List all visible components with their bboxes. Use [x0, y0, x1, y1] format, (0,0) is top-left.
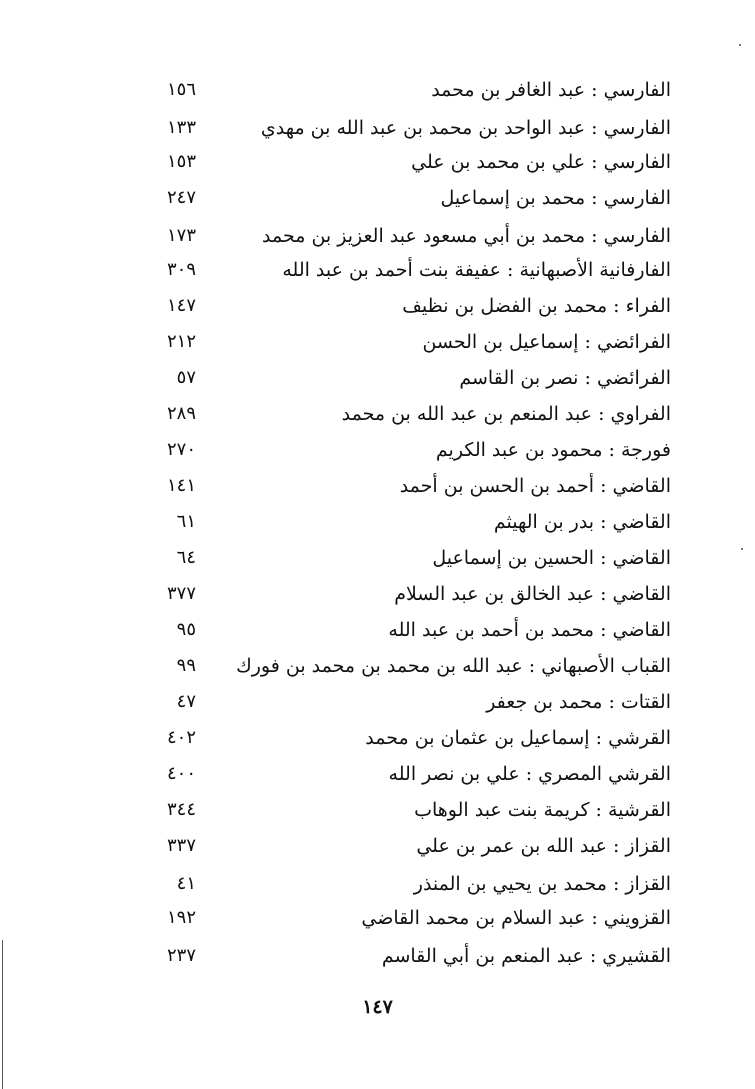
entry-name: القزويني : عبد السلام بن محمد القاضي [361, 907, 671, 929]
index-entry [0, 110, 755, 146]
entry-page-number: ٢٣٧ [166, 945, 196, 966]
index-entry [0, 252, 755, 288]
index-entry [0, 144, 755, 180]
entry-page-number: ١٥٦ [166, 79, 196, 100]
entry-name: القرشي المصري : علي بن نصر الله [388, 763, 671, 785]
index-entry [0, 612, 755, 648]
entry-name: فورجة : محمود بن عبد الكريم [435, 439, 671, 461]
entry-page-number: ٣٠٩ [166, 259, 196, 280]
entry-name: القاضي : محمد بن أحمد بن عبد الله [388, 619, 671, 641]
scan-speck [741, 548, 743, 550]
entry-name: الفراء : محمد بن الفضل بن نظيف [402, 295, 671, 317]
entry-page-number: ٤٠٠ [166, 763, 196, 784]
index-entry [0, 828, 755, 864]
entry-page-number: ٦١ [176, 511, 196, 532]
entry-name: القتات : محمد بن جعفر [486, 691, 671, 713]
index-entry [0, 866, 755, 902]
index-entry [0, 540, 755, 576]
entry-name: الفارسي : محمد بن أبي مسعود عبد العزيز بن محمد [262, 225, 671, 247]
index-entry [0, 792, 755, 828]
entry-name: الفارسي : عبد الواحد بن محمد بن عبد الله بن مهدي [260, 117, 671, 139]
index-entry [0, 900, 755, 936]
entry-name: القاضي : أحمد بن الحسن بن أحمد [399, 475, 671, 497]
entry-page-number: ١٥٣ [166, 151, 196, 172]
entry-name: القاضي : الحسين بن إسماعيل [432, 547, 671, 569]
index-entry [0, 720, 755, 756]
entry-name: الفارفانية الأصبهانية : عفيفة بنت أحمد بن عبد الله [282, 259, 671, 281]
index-entry [0, 648, 755, 684]
entry-name: القزاز : عبد الله بن عمر بن علي [416, 835, 671, 857]
index-entry [0, 684, 755, 720]
index-entry [0, 180, 755, 216]
entry-page-number: ٣٤٤ [166, 799, 196, 820]
index-entry [0, 288, 755, 324]
index-entry [0, 396, 755, 432]
index-entry [0, 360, 755, 396]
entry-page-number: ٣٣٧ [166, 835, 196, 856]
entry-page-number: ٤٠٢ [166, 727, 196, 748]
entry-name: الفارسي : علي بن محمد بن علي [411, 151, 671, 173]
entry-name: الفارسي : عبد الغافر بن محمد [431, 79, 671, 101]
entry-name: القزاز : محمد بن يحيي بن المنذر [413, 873, 671, 895]
entry-name: الفرائضي : نصر بن القاسم [459, 367, 671, 389]
entry-page-number: ٤١ [176, 873, 196, 894]
entry-page-number: ٢٤٧ [166, 187, 196, 208]
scan-edge-line [2, 940, 3, 1089]
index-entry [0, 938, 755, 974]
index-entry [0, 72, 755, 108]
entry-page-number: ١٩٢ [166, 907, 196, 928]
entry-name: القاضي : عبد الخالق بن عبد السلام [394, 583, 671, 605]
entry-name: القشيري : عبد المنعم بن أبي القاسم [381, 945, 671, 967]
index-entry [0, 504, 755, 540]
entry-page-number: ٩٩ [176, 655, 196, 676]
entry-name: القرشية : كريمة بنت عبد الوهاب [414, 799, 671, 821]
entry-page-number: ٢٧٠ [166, 439, 196, 460]
entry-name: الفراوي : عبد المنعم بن عبد الله بن محمد [341, 403, 671, 425]
index-entry [0, 468, 755, 504]
entry-name: الفارسي : محمد بن إسماعيل [440, 187, 671, 209]
entry-page-number: ٢١٢ [166, 331, 196, 352]
entry-name: الفرائضي : إسماعيل بن الحسن [422, 331, 671, 353]
entry-page-number: ٦٤ [176, 547, 196, 568]
entry-page-number: ٩٥ [176, 619, 196, 640]
entry-page-number: ٢٨٩ [166, 403, 196, 424]
entry-page-number: ١٣٣ [166, 117, 196, 138]
entry-name: القاضي : بدر بن الهيثم [493, 511, 671, 533]
entry-page-number: ٥٧ [176, 367, 196, 388]
index-entry [0, 324, 755, 360]
entry-page-number: ١٤٧ [166, 295, 196, 316]
index-entry [0, 432, 755, 468]
entry-page-number: ١٤١ [166, 475, 196, 496]
page-number: ١٤٧ [362, 996, 393, 1018]
entry-name: القرشي : إسماعيل بن عثمان بن محمد [365, 727, 671, 749]
entry-page-number: ١٧٣ [166, 225, 196, 246]
entry-page-number: ٤٧ [176, 691, 196, 712]
index-entry [0, 218, 755, 254]
index-entry [0, 576, 755, 612]
index-entry [0, 756, 755, 792]
entry-name: القباب الأصبهاني : عبد الله بن محمد بن محمد بن فورك [236, 655, 671, 677]
entry-page-number: ٣٧٧ [166, 583, 196, 604]
scan-speck [739, 44, 741, 46]
